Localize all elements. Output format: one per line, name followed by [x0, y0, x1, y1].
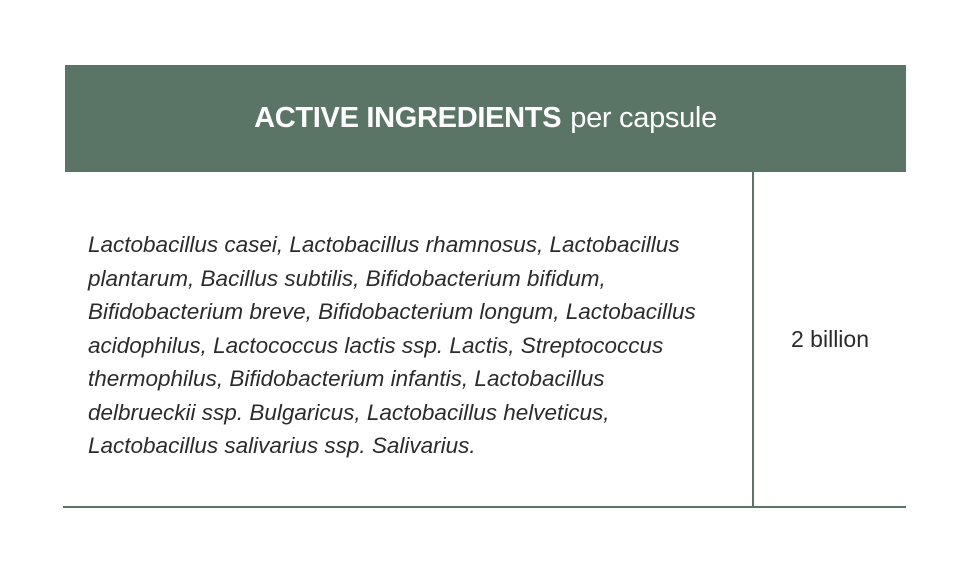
ingredients-list: Lactobacillus casei, Lactobacillus rhamnosus, Lactobacillus plantarum, Bacillus subtilis, Bifidobacterium bifidum, Bifidobacterium breve, Bifidobacterium longum, Lactobacillus acidophilus, Lactococcus lactis ssp. Lactis, Streptococcus thermophilus, Bifidobacterium infantis, Lactobacillus delbrueckii ssp. Bulgaricus, Lactobacillus helveticus, Lactobacillus salivarius ssp. Salivarius.: [88, 232, 696, 458]
table-row: [63, 172, 906, 508]
table-header: [65, 65, 906, 172]
ingredients-table: [65, 65, 906, 508]
header-title-bold: ACTIVE INGREDIENTS: [254, 102, 562, 134]
header-title-regular: per capsule: [570, 102, 717, 134]
amount-cell: 2 billion: [791, 325, 869, 352]
